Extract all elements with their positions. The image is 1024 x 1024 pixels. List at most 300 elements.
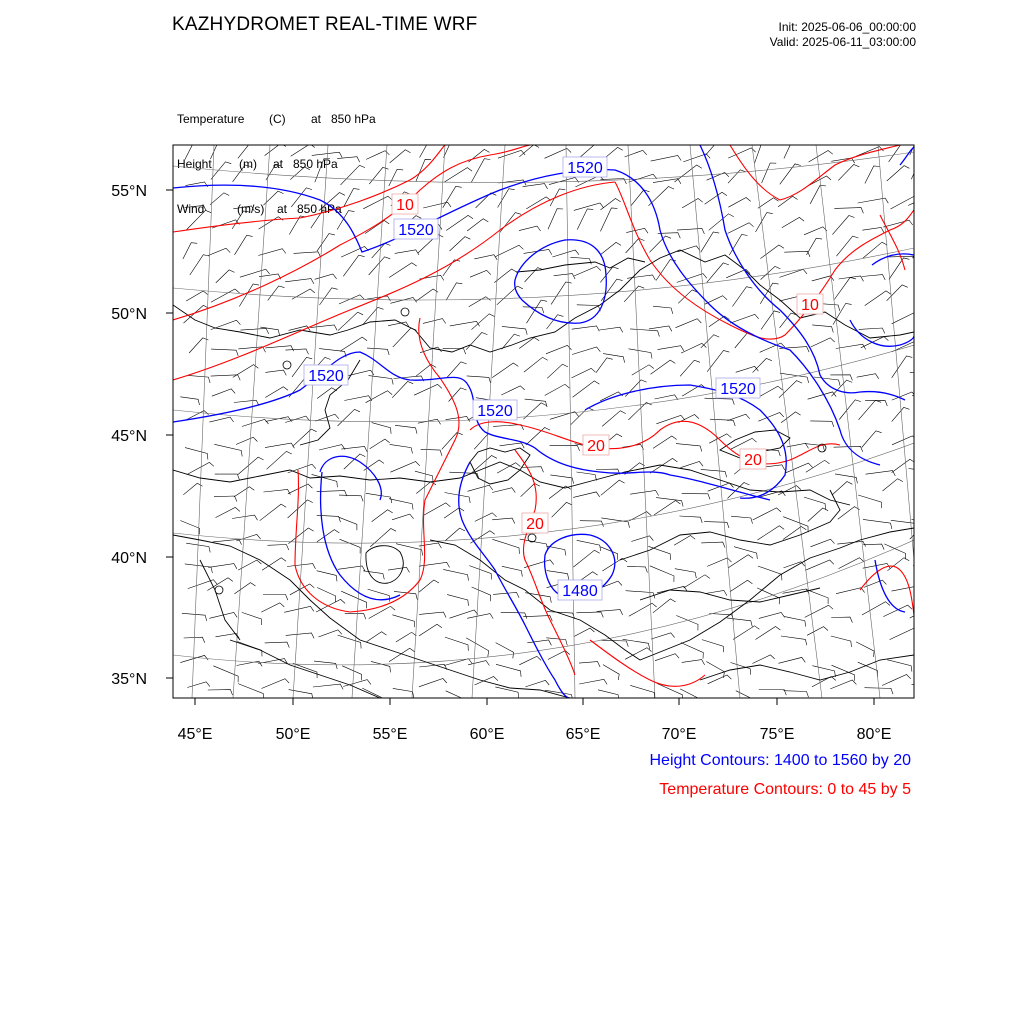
wind-barb [492,518,515,523]
wind-barb [916,656,940,665]
temperature-label-1 [392,194,418,214]
wind-barb [416,364,436,376]
wind-barb [758,413,783,422]
wind-barb [446,215,473,230]
wind-barb [573,381,600,397]
wind-barb [572,347,600,355]
wind-barb [500,443,525,448]
wind-barb [265,642,290,648]
wind-barb [732,287,752,307]
wind-barb [180,521,199,535]
wind-barb [396,632,417,642]
wind-barb [523,184,548,189]
wind-barb [366,493,392,503]
wind-barb [598,690,619,701]
wind-barb [492,363,518,378]
wind-barb [288,500,313,518]
wind-barb [317,571,337,582]
wind-barb [866,471,896,476]
wind-barb [913,559,939,565]
wind-barb [493,425,523,430]
wind-barb [185,206,207,211]
wind-barb [338,566,365,571]
wind-barb [469,297,491,307]
wind-barb [291,144,315,156]
wind-barb [546,345,572,353]
wind-barb [370,439,390,449]
wind-barb [882,675,911,686]
wind-barb [656,415,684,424]
svg-text:10: 10 [801,297,819,314]
wind-barb [680,360,700,376]
wind-barb [681,343,706,353]
wind-barb [372,423,392,434]
wind-barb [781,412,801,423]
wind-barb [466,638,489,657]
wind-barb [682,660,705,665]
wind-barb [918,423,942,429]
wind-barb [545,384,570,395]
wind-barb [784,691,809,698]
wind-barb [674,536,695,546]
wind-barb [653,179,681,184]
wind-barb [525,399,548,407]
wind-barb [338,312,363,331]
wind-barb [233,165,251,182]
wind-barb [710,419,735,426]
lon-label: 65°E [565,726,601,743]
wind-barb [183,483,202,495]
wind-barb [839,276,864,281]
wind-barb [631,536,653,542]
svg-text:10: 10 [396,197,414,214]
wind-barb [414,384,442,395]
latitude-labels [111,183,147,688]
wind-barb [396,544,423,556]
wind-barb [285,349,308,354]
wind-barb [443,260,460,276]
wind-barb [421,449,442,456]
wind-barb [682,494,710,500]
temperature-label-5 [522,513,548,533]
wind-barb [629,603,657,616]
lon-label: 50°E [275,726,311,743]
wind-barb [496,245,524,256]
wind-barb [597,610,623,615]
wind-barb [497,463,520,473]
wind-barb [337,157,360,162]
height-label-3 [304,365,348,385]
wind-barb [550,445,580,451]
wind-barb [547,571,569,580]
wind-barb [574,628,595,636]
wind-barb [862,275,886,280]
wind-barb [883,479,903,491]
wind-barb [805,560,834,570]
wind-barb [188,375,210,383]
wind-barb [468,661,489,666]
wind-barb [190,255,209,275]
wind-barb [419,612,446,617]
axis-ticks [166,190,874,705]
svg-text:1520: 1520 [567,160,603,177]
wind-barb [372,510,393,522]
wind-barb [554,274,575,279]
wind-barb [320,288,338,305]
wind-barb [648,546,670,560]
wind-barb [681,643,703,659]
wind-barb [656,260,676,281]
wind-barb [234,487,254,497]
wind-barb [676,616,698,631]
field-row-temperature: Temperature (C) at 850 hPa [177,112,376,126]
wind-barb [234,400,259,405]
wind-barb [526,197,551,209]
wind-barb [892,459,915,472]
wind-barb [573,550,599,567]
wind-barb [631,190,650,206]
wind-barb [580,521,604,527]
wind-barb [319,445,345,450]
wind-barb [804,497,825,510]
wind-barb [341,591,366,608]
wind-barb [293,663,317,678]
wind-barb [574,266,601,276]
wind-barb [290,167,310,180]
wind-barb [493,592,519,597]
wind-barb [472,587,491,601]
wind-barb [389,499,413,510]
wind-barb [760,343,785,352]
wind-barb [576,612,603,618]
wind-barb [862,227,884,232]
wind-barb [627,275,655,280]
wind-barb [759,690,787,696]
wind-barb [623,639,650,649]
wind-barb [216,507,240,517]
wind-barb [836,236,858,256]
wind-barb [344,396,372,401]
wind-barb [313,684,343,689]
wind-barb [682,199,703,208]
wind-barb [601,199,621,210]
wind-barb [834,208,863,214]
wind-barb [338,635,362,648]
wind-barb [214,496,237,502]
wind-barb [340,539,361,553]
wind-barb [187,682,210,688]
wind-barb [834,277,856,299]
wind-barb [858,662,878,677]
wind-barb [476,193,497,208]
wind-barb [209,417,233,422]
wind-barb [916,479,941,492]
wind-barb [918,304,938,327]
wind-barb [783,527,806,540]
lat-label: 35°N [111,671,147,688]
wind-barb [388,567,409,572]
wind-barb [858,198,889,203]
wind-barb [339,517,357,530]
wind-barb [812,325,833,333]
wind-barb [811,539,835,547]
height-label-4 [473,400,517,420]
wind-barb [786,463,813,473]
wind-barb [831,636,852,647]
map-title: KAZHYDROMET REAL-TIME WRF [172,14,478,35]
wind-barb [547,364,568,378]
wind-barb [733,626,759,640]
wind-barb [632,365,654,375]
wind-barb [212,389,235,396]
wind-barb [865,291,891,306]
wind-barb [552,250,579,257]
wind-barb [676,319,702,328]
wind-barb [625,380,646,397]
wind-barb [210,135,227,159]
wind-barb [677,246,700,252]
wind-barb [210,193,229,205]
wind-barb [288,528,313,544]
wind-barb [423,202,451,208]
wind-barb [208,564,237,569]
wind-barb [917,276,942,281]
wind-barb [887,660,912,672]
wind-barb [572,368,596,378]
wind-barb [550,189,565,206]
wind-barb [390,444,413,453]
wind-barb [180,397,199,405]
wind-barb [233,206,254,211]
wind-barb [651,156,681,162]
wind-barb [492,488,515,493]
wind-barb [390,298,416,304]
wind-barb [519,656,541,665]
wind-barb [265,370,286,375]
wind-barb [651,360,676,374]
wind-barb [450,237,471,251]
wind-barb [859,400,882,420]
wind-barb [185,141,200,159]
wind-barb [756,627,781,640]
lon-label: 70°E [661,726,697,743]
lon-label: 80°E [856,726,892,743]
wind-barb [862,602,890,615]
wind-barb [527,640,551,645]
wind-barb [365,221,389,234]
wind-barb [521,484,540,497]
wind-barb [345,613,366,619]
wind-barb [917,284,939,304]
wind-barb [808,508,828,522]
wind-barb [338,409,360,426]
wind-barb [342,666,361,680]
wind-barb [445,528,465,541]
wind-barb [370,529,396,547]
wind-barb [728,555,753,568]
wind-barb [182,613,207,621]
wind-barb [625,150,647,157]
lat-label: 40°N [111,550,147,567]
wind-barb [728,198,750,208]
wind-barb [836,344,866,349]
wind-barb [340,337,367,351]
temperature-label-4 [740,449,766,469]
wind-barb [830,680,856,689]
wind-barb [474,434,494,450]
wind-barb [238,684,263,700]
wind-barb [183,243,197,259]
wind-barb [259,217,284,229]
field-row-height: Height (m) at 850 hPa [177,157,338,171]
wind-barb [756,213,773,232]
wind-barb [702,640,724,653]
wind-barb [858,495,882,508]
svg-text:1480: 1480 [562,583,598,600]
svg-text:20: 20 [744,452,762,469]
wind-barb [262,679,290,689]
wind-barb [785,617,806,627]
wind-barb [753,508,781,520]
wind-barb [728,223,754,234]
wind-barb [759,613,785,619]
wind-barb [445,637,468,651]
wind-barb [653,436,677,448]
wind-barb [392,514,414,520]
wind-barb [288,484,313,494]
wind-barb [596,358,613,373]
wind-barb [910,372,931,378]
wind-barb [626,238,645,253]
svg-text:20: 20 [587,438,605,455]
wind-barb [805,605,833,617]
wind-barb [474,255,497,260]
wind-barb [832,216,854,235]
wind-barb [260,504,287,521]
wind-barb [910,139,924,156]
wind-barb [705,398,735,405]
wind-barb [758,526,785,540]
wind-barb [656,498,683,507]
wind-barb [811,338,835,347]
wind-barb [502,566,522,576]
wind-barb [891,196,919,209]
wind-barb [806,460,830,472]
wind-barb [519,226,541,231]
wind-barb [730,314,759,323]
wind-barb [653,306,673,314]
wind-barb [443,569,468,580]
wind-barb [372,243,391,258]
wind-barb [651,633,675,639]
wind-barb [892,356,913,378]
wind-barb [916,345,941,350]
wind-barb [388,322,409,327]
height-label-2 [394,219,438,239]
wind-barb [234,583,255,594]
wind-barb [339,495,363,501]
wind-barb [469,566,491,580]
wind-barb [185,564,213,573]
wind-barb [602,411,626,427]
wind-barb [317,515,341,522]
wind-barb [912,382,936,396]
wind-barb [731,516,752,524]
wind-barb [259,274,281,279]
wind-barb [887,166,910,181]
wind-barb [467,219,488,231]
wind-barb [501,386,524,395]
wind-barb [865,166,880,184]
wind-barb [238,138,260,158]
wind-barb [707,351,729,372]
wind-barb [444,168,472,182]
wind-barb [836,588,865,594]
wind-barb [625,648,651,660]
wind-barb [571,408,594,425]
wind-barb [812,666,835,677]
wind-barb [317,388,337,399]
wind-barb [709,214,734,231]
wind-barb [809,151,833,163]
wind-barb [650,566,674,582]
wind-barb [782,217,804,227]
wind-barb [887,285,908,301]
wind-barb [390,462,419,473]
wind-barb [187,462,214,474]
wind-barb [189,338,208,353]
svg-text:1520: 1520 [398,222,434,239]
wind-barb [447,595,468,606]
wind-barb [242,612,262,625]
wind-barb [676,444,702,452]
wind-barb [675,569,697,578]
height-contour-note: Height Contours: 1400 to 1560 by 20 [649,752,911,769]
wind-barb [863,544,884,550]
wind-barb [912,252,940,258]
wind-barb [446,283,462,300]
wind-barb [390,150,411,163]
wind-barb [521,467,543,473]
wind-barb [467,614,493,619]
wind-barb [579,662,600,667]
wind-barb [475,513,497,522]
wind-barb [701,469,727,477]
wind-barb [626,228,648,233]
wind-barb [261,603,284,612]
wind-barb [812,677,836,687]
wind-barb [908,469,928,477]
wind-barb [389,263,417,278]
wind-barb [288,464,316,473]
wind-barb [445,493,471,503]
wind-barb [784,133,802,158]
wind-barb [207,578,232,591]
wind-barb [236,437,257,444]
wind-barb [343,680,371,687]
wind-barb [865,400,887,406]
wind-barb [655,395,678,400]
wind-barb [214,444,242,456]
wind-barb [679,516,702,523]
height-label-6 [558,580,602,600]
wind-barb [701,335,720,348]
wind-barb [832,482,852,495]
height-contours [173,145,914,698]
wind-barb [917,431,941,443]
wind-barb [285,279,314,284]
wind-barb [549,486,571,499]
